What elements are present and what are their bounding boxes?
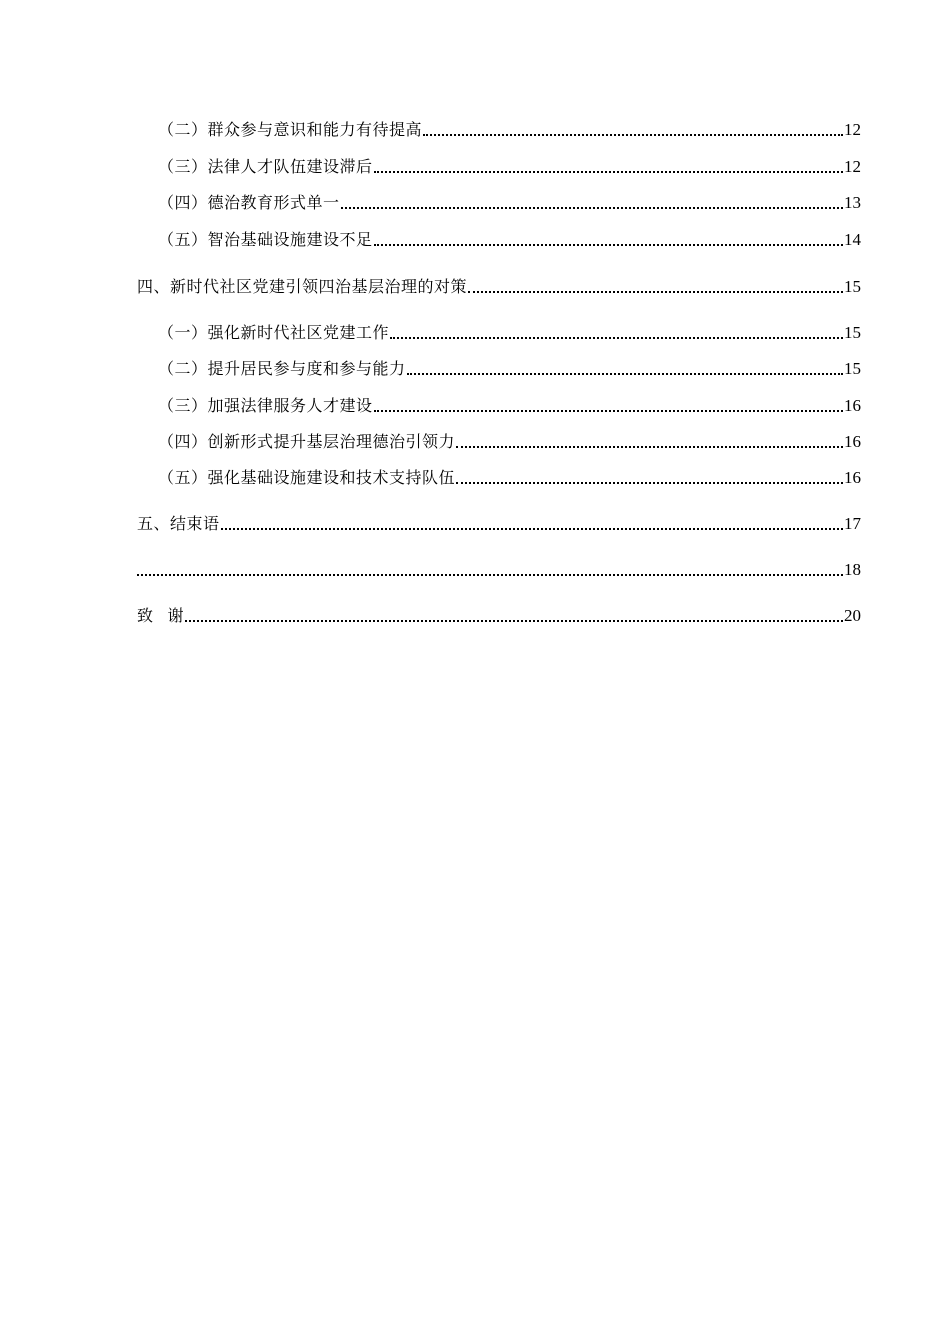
toc-page-number: 16 bbox=[844, 396, 861, 415]
toc-page-number: 15 bbox=[844, 323, 861, 342]
toc-entry-label: （二）群众参与意识和能力有待提高 bbox=[158, 120, 423, 139]
toc-leader-dots bbox=[374, 410, 843, 412]
toc-entry-label: （一）强化新时代社区党建工作 bbox=[158, 323, 390, 342]
toc-chapter-entry[interactable] bbox=[137, 273, 861, 297]
toc-leader-dots bbox=[341, 207, 843, 209]
toc-entry-label: （四）创新形式提升基层治理德治引领力 bbox=[158, 432, 456, 451]
toc-page-number: 15 bbox=[844, 359, 861, 378]
toc-page-number: 16 bbox=[844, 468, 861, 487]
toc-page-number: 20 bbox=[844, 606, 861, 625]
toc-leader-dots bbox=[221, 528, 843, 530]
toc-entry-label: （三）加强法律服务人才建设 bbox=[158, 396, 373, 415]
toc-entry[interactable] bbox=[158, 355, 861, 379]
toc-entry-label: 四、新时代社区党建引领四治基层治理的对策 bbox=[137, 277, 468, 296]
toc-leader-dots bbox=[390, 337, 843, 339]
toc-entry-label: （二）提升居民参与度和参与能力 bbox=[158, 359, 406, 378]
toc-entry-label: （五）智治基础设施建设不足 bbox=[158, 230, 373, 249]
toc-page-number: 14 bbox=[844, 230, 861, 249]
toc-entry-label bbox=[137, 606, 184, 626]
toc-page-number: 13 bbox=[844, 193, 861, 212]
toc-leader-dots bbox=[374, 244, 843, 246]
toc-leader-dots bbox=[468, 291, 843, 293]
toc-page-number: 12 bbox=[844, 120, 861, 139]
toc-entry-label: （五）强化基础设施建设和技术支持队伍 bbox=[158, 468, 456, 487]
toc-leader-dots bbox=[407, 373, 843, 375]
toc-entry-label: 五、结束语 bbox=[137, 514, 220, 533]
toc-entry[interactable] bbox=[158, 464, 861, 488]
toc-page-number: 17 bbox=[844, 514, 861, 533]
toc-leader-dots bbox=[423, 134, 843, 136]
toc-page-number: 18 bbox=[844, 560, 861, 579]
toc-chapter-entry[interactable] bbox=[137, 602, 861, 626]
toc-entry-label: （三）法律人才队伍建设滞后 bbox=[158, 157, 373, 176]
toc-entry[interactable] bbox=[158, 428, 861, 452]
toc-entry[interactable] bbox=[158, 392, 861, 416]
toc-chapter-entry[interactable] bbox=[137, 556, 861, 580]
toc-leader-dots bbox=[185, 620, 843, 622]
toc-entry[interactable] bbox=[158, 319, 861, 343]
toc-entry[interactable] bbox=[158, 116, 861, 140]
toc-page-number: 16 bbox=[844, 432, 861, 451]
toc-leader-dots bbox=[374, 171, 843, 173]
toc-page-number: 12 bbox=[844, 157, 861, 176]
toc-entry-label: （四）德治教育形式单一 bbox=[158, 193, 340, 212]
toc-entry[interactable] bbox=[158, 189, 861, 213]
toc-leader-dots bbox=[137, 574, 843, 576]
toc-chapter-entry[interactable] bbox=[137, 510, 861, 534]
toc-entry[interactable] bbox=[158, 153, 861, 177]
toc-leader-dots bbox=[456, 446, 843, 448]
toc-leader-dots bbox=[456, 482, 843, 484]
toc-entry-label-part: 致 bbox=[137, 606, 154, 625]
toc-page-number: 15 bbox=[844, 277, 861, 296]
toc-entry-label-part: 谢 bbox=[167, 606, 185, 625]
toc-entry[interactable] bbox=[158, 226, 861, 250]
